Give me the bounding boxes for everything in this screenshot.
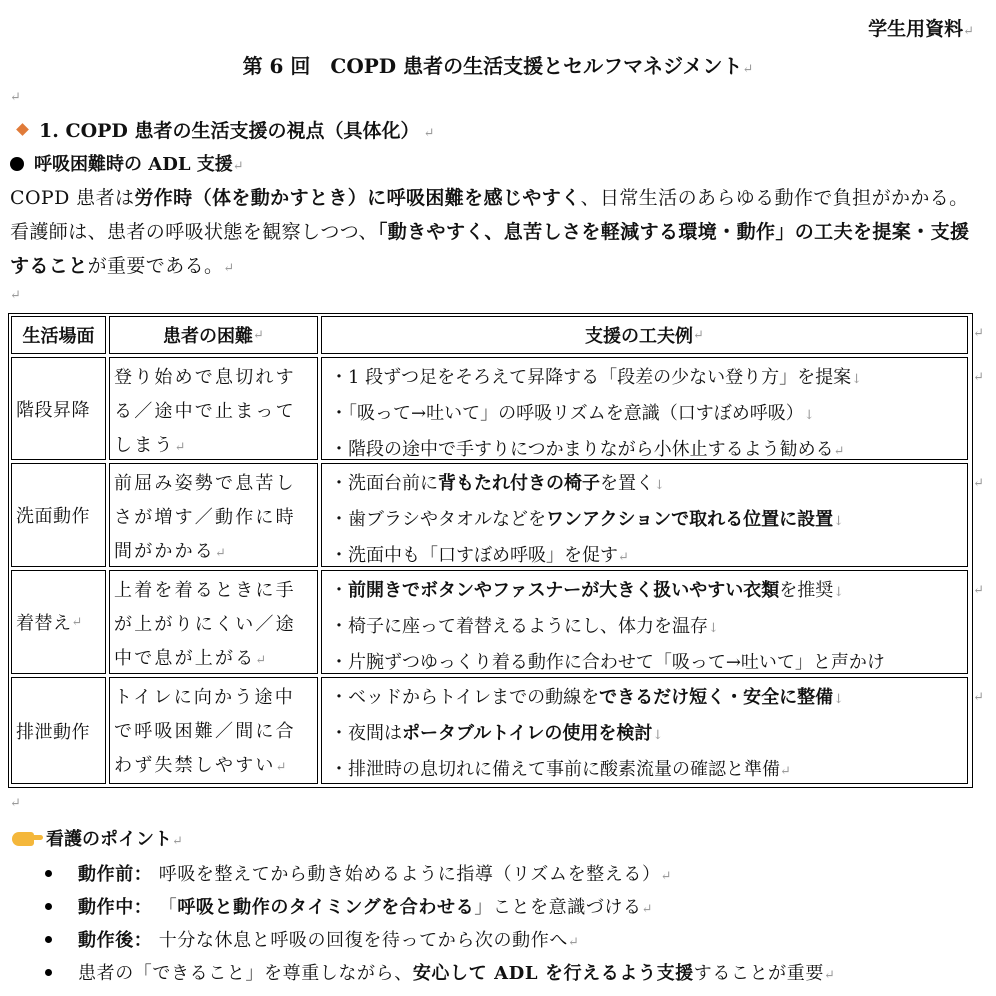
row-end-mark: ↵	[973, 370, 984, 385]
row-end-mark: ↵	[973, 476, 984, 491]
support-cell	[321, 357, 968, 460]
header-support: 支援の工夫例 ↵	[321, 316, 968, 354]
tip-line: ・1 段ずつ足をそろえて昇降する「段差の少ない登り方」を提案↓	[330, 367, 863, 388]
support-cell	[321, 570, 968, 674]
bullet-icon	[45, 903, 52, 910]
header-scene: 生活場面	[11, 316, 106, 354]
tip-line: ・「吸って→吐いて」の呼吸リズムを意識（口すぼめ呼吸）↓	[330, 403, 815, 424]
row-end-mark: ↵	[973, 583, 984, 598]
tip-line: ・歯ブラシやタオルなどをワンアクションで取れる位置に設置↓	[330, 509, 845, 530]
support-cell	[321, 463, 968, 567]
intro-paragraph: COPD 患者は労作時（体を動かすとき）に呼吸困難を感じやすく、日常生活のあらゆる動作で負担がかかる。看護師は、患者の呼吸状態を観察しつつ、「動きやすく、息苦しさを軽減する環境・動作」の工夫を提案・支援することが重要である。↵	[10, 187, 970, 277]
tip-line: ・排泄時の息切れに備えて事前に酸素流量の確認と準備↵	[330, 759, 791, 780]
tip-line: ・階段の途中で手すりにつかまりながら小休止するよう勧める↵	[330, 439, 845, 460]
row-end-mark: ↵	[973, 690, 984, 705]
difficulty-cell: 登り始めで息切れする／途中で止まってしまう↵	[109, 357, 318, 460]
support-cell	[321, 677, 968, 784]
empty-paragraph: ↵	[10, 90, 21, 105]
header-difficulty: 患者の困難 ↵	[109, 316, 318, 354]
tip-line: ・洗面台前に背もたれ付きの椅子を置く↓	[330, 473, 665, 494]
pointing-hand-icon	[12, 832, 34, 846]
tip-line: ・夜間はポータブルトイレの使用を検討↓	[330, 723, 664, 744]
tip-line: ・片腕ずつゆっくり着る動作に合わせて「吸って→吐いて」と声かけ	[330, 652, 885, 673]
page-title: 第 6 回 COPD 患者の生活支援とセルフマネジメント↵	[242, 54, 754, 78]
point-item: 動作後： 十分な休息と呼吸の回復を待ってから次の動作へ↵	[45, 926, 579, 952]
tip-line: ・椅子に座って着替えるようにし、体力を温存↓	[330, 616, 719, 637]
tip-line: ・洗面中も「口すぼめ呼吸」を促す↵	[330, 545, 629, 566]
scene-cell: 階段昇降	[11, 357, 106, 460]
difficulty-cell: 前屈み姿勢で息苦しさが増す／動作に時間がかかる↵	[109, 463, 318, 567]
diamond-bullet-icon	[16, 123, 29, 136]
scene-cell: 排泄動作	[11, 677, 106, 784]
sub-heading: 呼吸困難時の ADL 支援↵	[10, 150, 244, 176]
bullet-icon	[45, 936, 52, 943]
tip-line: ・前開きでボタンやファスナーが大きく扱いやすい衣類を推奨↓	[330, 580, 845, 601]
filled-circle-bullet-icon	[10, 157, 24, 171]
bullet-icon	[45, 969, 52, 976]
point-item: 患者の「できること」を尊重しながら、安心して ADL を行えるよう支援することが重要↵	[45, 959, 835, 985]
tip-line: ・ベッドからトイレまでの動線をできるだけ短く・安全に整備↓	[330, 687, 845, 708]
empty-paragraph: ↵	[10, 288, 21, 303]
section-heading: 1. COPD 患者の生活支援の視点（具体化） ↵	[14, 116, 435, 143]
point-item: 動作前： 呼吸を整えてから動き始めるように指導（リズムを整える）↵	[45, 860, 672, 886]
nursing-points-heading: 看護のポイント↵	[12, 825, 183, 851]
document-tag: 学生用資料↵	[868, 18, 974, 40]
difficulty-cell: 上着を着るときに手が上がりにくい／途中で息が上がる↵	[109, 570, 318, 674]
scene-cell: 洗面動作	[11, 463, 106, 567]
scene-cell: 着替え ↵	[11, 570, 106, 674]
difficulty-cell: トイレに向かう途中で呼吸困難／間に合わず失禁しやすい↵	[109, 677, 318, 784]
empty-paragraph: ↵	[10, 796, 21, 811]
adl-support-table	[8, 313, 973, 788]
bullet-icon	[45, 870, 52, 877]
point-item: 動作中： 「呼吸と動作のタイミングを合わせる」ことを意識づける↵	[45, 893, 653, 919]
row-end-mark: ↵	[973, 326, 984, 341]
